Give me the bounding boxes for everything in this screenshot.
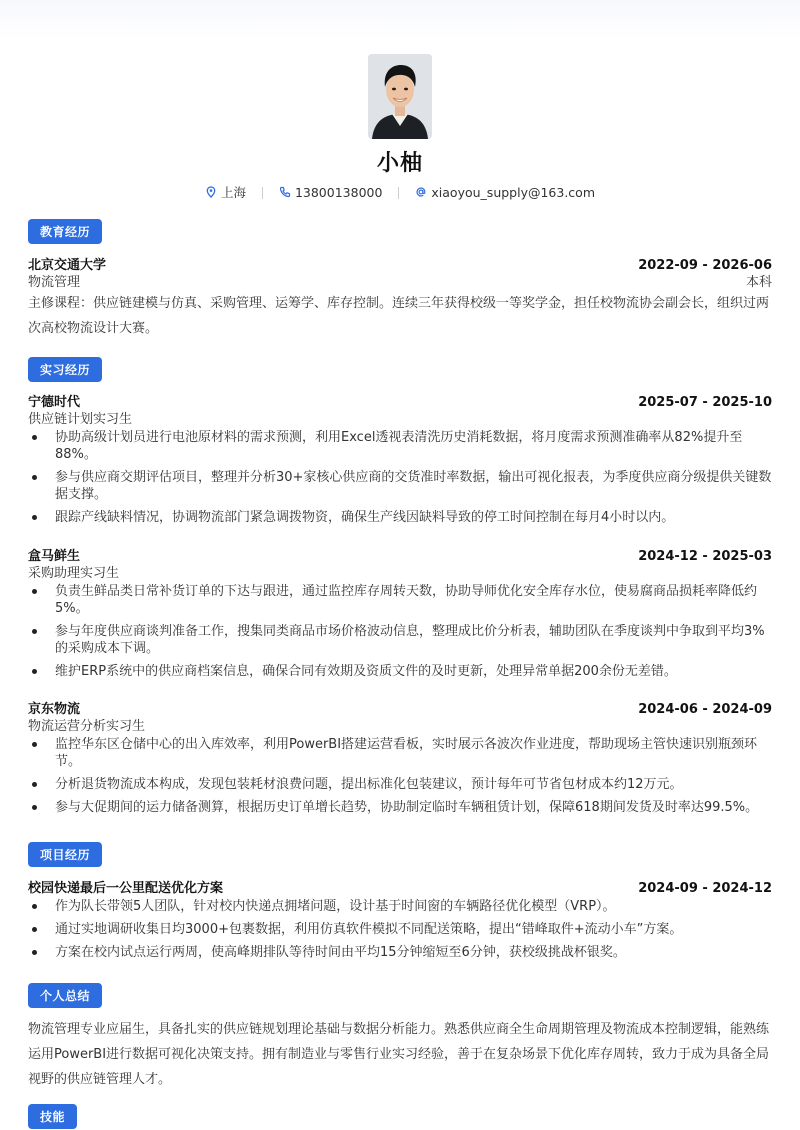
bullet-dot [32,629,37,634]
list-item [28,623,772,657]
section-badge-internships: 实习经历 [28,357,102,382]
candidate-name: 小柚 [376,151,423,176]
summary-text: 物流管理专业应届生，具备扎实的供应链规划理论基础与数据分析能力。熟悉供应商全生命周期管理及物流成本控制逻辑，能熟练运用PowerBI进行数据可视化决策支持。拥有制造业与零售行业实习经验，善于在复杂场景下优化库存周转，致力于成为具备全局视野的供应链管理人才。 [28,1022,770,1087]
bullet-text: 协助高级计划员进行电池原材料的需求预测，利用Excel透视表清洗历史消耗数据，将月度需求预测准确率从82%提升至88%。 [55,430,743,462]
project-bullets [28,898,772,967]
list-item [28,776,772,793]
list-item [28,509,772,526]
major: 物流管理 [28,275,81,290]
location-text: 上海 [220,185,246,200]
bullet-dot [32,742,37,747]
email-text: xiaoyou_supply@163.com [431,184,596,200]
section-badge-skills: 技能 [28,1104,77,1129]
job-role: 供应链计划实习生 [28,412,133,427]
education-description: 主修课程：供应链建模与仿真、采购管理、运筹学、库存控制。连续三年获得校级一等奖学金，担任校物流协会副会长，组织过两次高校物流设计大赛。 [28,296,770,336]
project-name: 校园快递最后一公里配送优化方案 [28,881,224,896]
bullet-dot [32,782,37,787]
job-bullets [28,583,772,686]
divider [398,187,399,199]
school-name: 北京交通大学 [28,258,107,273]
email-at-icon [415,186,427,198]
bullet-text: 负责生鲜品类日常补货订单的下达与跟进，通过监控库存周转天数，协助导师优化安全库存水位，使易腐商品损耗率降低约5%。 [55,584,758,616]
phone-icon [279,186,291,198]
list-item [28,944,772,961]
contact-location [205,183,246,201]
bullet-text: 通过实地调研收集日均3000+包裹数据，利用仿真软件模拟不同配送策略，提出“错峰取件+流动小车”方案。 [55,922,683,937]
company-name: 盒马鲜生 [28,549,81,564]
contact-email [415,185,595,200]
bullet-dot [32,589,37,594]
company-name: 京东物流 [28,702,81,717]
bullet-text: 维护ERP系统中的供应商档案信息，确保合同有效期及资质文件的及时更新，处理异常单据200余份无差错。 [55,664,677,679]
bullet-text: 参与年度供应商谈判准备工作，搜集同类商品市场价格波动信息，整理成比价分析表，辅助团队在季度谈判中争取到平均3%的采购成本下调。 [55,624,765,656]
list-item [28,799,772,816]
bullet-dot [32,515,37,520]
list-item [28,663,772,680]
section-badge-education: 教育经历 [28,219,102,244]
job-role: 物流运营分析实习生 [28,719,146,734]
bullet-text: 参与供应商交期评估项目，整理并分析30+家核心供应商的交货准时率数据，输出可视化报表，为季度供应商分级提供关键数据支撑。 [55,470,772,502]
bullet-dot [32,475,37,480]
bullet-dot [32,904,37,909]
section-badge-projects: 项目经历 [28,842,102,867]
bullet-text: 方案在校内试点运行两周，使高峰期排队等待时间由平均15分钟缩短至6分钟，获校级挑战杯银奖。 [55,945,626,960]
contact-phone [279,185,382,200]
job-subheader [28,408,772,427]
bullet-text: 作为队长带领5人团队，针对校内快递点拥堵问题，设计基于时间窗的车辆路径优化模型（VRP）。 [55,899,616,914]
list-item [28,898,772,915]
bullet-dot [32,927,37,932]
list-item [28,921,772,938]
bullet-text: 监控华东区仓储中心的出入库效率，利用PowerBI搭建运营看板，实时展示各波次作业进度，帮助现场主管快速识别瓶颈环节。 [55,737,758,769]
job-dates: 2024-06 - 2024-09 [638,702,772,717]
bullet-text: 参与大促期间的运力储备测算，根据历史订单增长趋势，协助制定临时车辆租赁计划，保障618期间发货及时率达99.5%。 [55,800,759,815]
company-name: 宁德时代 [28,395,81,410]
list-item [28,469,772,503]
list-item [28,429,772,463]
job-subheader [28,562,772,581]
list-item [28,736,772,770]
job-dates: 2024-12 - 2025-03 [638,549,772,564]
location-pin-icon [205,186,217,198]
bullet-dot [32,435,37,440]
project-header [28,877,772,896]
degree: 本科 [745,275,772,290]
list-item [28,583,772,617]
job-bullets [28,736,772,822]
contact-row [0,183,800,201]
bullet-text: 跟踪产线缺料情况，协调物流部门紧急调拨物资，确保生产线因缺料导致的停工时间控制在每月4小时以内。 [55,510,675,525]
profile-photo [368,54,432,139]
job-bullets [28,429,772,532]
job-dates: 2025-07 - 2025-10 [638,395,772,410]
bullet-dot [32,805,37,810]
bullet-dot [32,950,37,955]
bullet-text: 分析退货物流成本构成，发现包装耗材浪费问题，提出标准化包装建议，预计每年可节省包材成本约12万元。 [55,777,683,792]
section-badge-summary: 个人总结 [28,983,102,1008]
phone-text: 13800138000 [294,184,383,200]
divider [262,187,263,199]
education-subheader [28,271,772,290]
project-dates: 2024-09 - 2024-12 [638,881,772,896]
job-role: 采购助理实习生 [28,566,120,581]
bullet-dot [32,669,37,674]
education-dates: 2022-09 - 2026-06 [638,258,772,273]
job-subheader [28,715,772,734]
